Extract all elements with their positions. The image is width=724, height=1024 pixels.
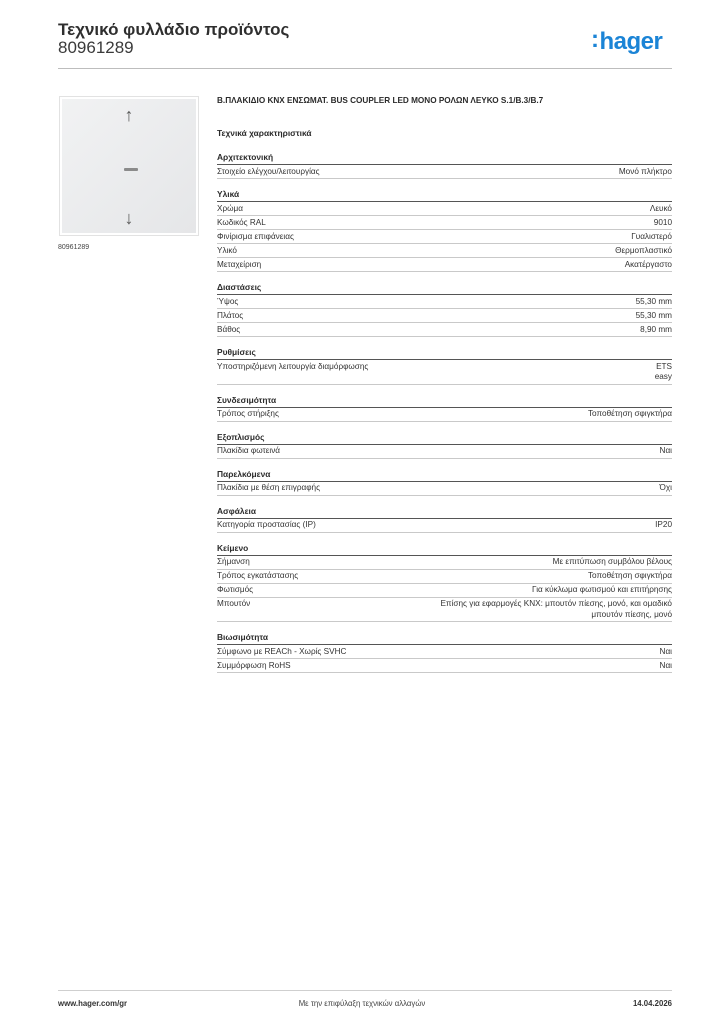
spec-label: Βάθος [217,324,241,334]
spec-label: Μπουτόν [217,599,251,608]
spec-section [217,282,672,337]
spec-value: Θερμοπλαστικό [615,245,672,255]
spec-section [217,395,672,422]
spec-label: Χρώμα [217,203,243,213]
spec-value: ETS easy [654,361,672,381]
spec-section [217,347,672,385]
logo-dots: : [591,26,599,53]
spec-row [217,598,672,623]
spec-row [217,244,672,258]
spec-row [217,165,672,179]
spec-row [217,570,672,584]
spec-section [217,543,672,623]
section-title: Ασφάλεια [217,506,672,519]
spec-row [217,323,672,337]
spec-section [217,189,672,272]
spec-value: IP20 [655,520,672,529]
product-title: Β.ΠΛΑΚΙΔΙΟ KNX ΕΝΣΩΜΑΤ. BUS COUPLER LED ΜΟΝΟ ΡΟΛΩΝ ΛΕΥΚΟ S.1/B.3/B.7 [217,96,544,105]
section-title: Υλικά [217,189,672,202]
spec-label: Τρόπος εγκατάστασης [217,571,299,580]
section-title: Βιωσιμότητα [217,632,672,645]
footer-date: 14.04.2026 [632,999,672,1008]
spec-label: Φινίρισμα επιφάνειας [217,231,294,241]
arrow-down-icon: ↓ [124,208,134,228]
spec-section [217,506,672,533]
spec-value: Γυαλιστερό [631,231,672,241]
spec-row [217,659,672,673]
spec-label: Ύψος [217,296,239,306]
footer-disclaimer: Με την επιφύλαξη τεχνικών αλλαγών [298,999,426,1008]
spec-label: Συμμόρφωση RoHS [217,660,291,670]
spec-label: Υλικό [217,245,237,255]
page-title: Τεχνικό φυλλάδιο προϊόντος [58,20,290,39]
spec-label: Στοιχείο ελέγχου/λειτουργίας [217,166,320,176]
spec-section [217,632,672,673]
document-number: 80961289 [58,38,134,57]
section-title: Αρχιτεκτονική [217,152,672,165]
spec-label: Πλακίδια με θέση επιγραφής [217,483,321,492]
logo-text: hager [599,28,663,55]
push-button-plate [62,99,196,233]
footer-divider [58,990,672,991]
spec-value: Ακατέργαστο [624,259,672,269]
spec-label: Κωδικός RAL [217,217,266,227]
spec-row [217,408,672,422]
spec-label: Κατηγορία προστασίας (IP) [217,520,316,529]
spec-section [217,469,672,496]
image-caption: 80961289 [58,244,90,251]
section-title: Ρυθμίσεις [217,347,672,360]
spec-label: Πλάτος [217,310,244,320]
spec-row [217,645,672,659]
spec-row [217,309,672,323]
spec-value: Όχι [659,483,672,492]
spec-row [217,360,672,385]
spec-row [217,482,672,496]
spec-value: Επίσης για εφαρμογές KNX: μπουτόν πίεσης, μονό, και ομαδικό μπουτόν πίεσης, μονό [440,599,672,619]
spec-row [217,445,672,459]
spec-row [217,584,672,598]
spec-label: Τρόπος στήριξης [217,409,279,418]
led-indicator [124,168,138,171]
arrow-up-icon: ↑ [124,105,134,125]
spec-value: Τοποθέτηση σφιγκτήρα [587,571,672,580]
spec-row [217,556,672,570]
spec-value: Με επιτύπωση συμβόλου βέλους [552,557,672,566]
spec-value: 55,30 mm [635,296,672,306]
spec-value: 8,90 mm [640,324,672,334]
spec-value: Για κύκλωμα φωτισμού και επιτήρησης [532,585,672,594]
spec-value: Μονό πλήκτρο [618,166,672,176]
product-image [59,96,199,236]
section-title: Συνδεσιμότητα [217,395,672,408]
spec-section [217,152,672,179]
spec-label: Υποστηριζόμενη λειτουργία διαμόρφωσης [217,361,369,371]
spec-value: 55,30 mm [635,310,672,320]
section-title: Κείμενο [217,543,672,556]
section-title: Παρελκόμενα [217,469,672,482]
header-divider [58,68,672,69]
specs-heading: Τεχνικά χαρακτηριστικά [217,128,312,138]
spec-value: Λευκό [649,203,672,213]
spec-row [217,202,672,216]
spec-label: Σύμφωνο με REACh - Χωρίς SVHC [217,646,347,656]
spec-row [217,216,672,230]
spec-label: Φωτισμός [217,585,254,594]
spec-row [217,230,672,244]
spec-value: Τοποθέτηση σφιγκτήρα [587,409,672,418]
spec-section [217,432,672,459]
spec-sections [217,152,672,673]
spec-row [217,519,672,533]
spec-row [217,295,672,309]
spec-value: Ναι [659,446,672,455]
spec-label: Μεταχείριση [217,259,262,269]
spec-value: 9010 [653,217,672,227]
section-title: Εξοπλισμός [217,432,672,445]
spec-value: Ναι [659,646,672,656]
spec-content [217,96,672,673]
footer-website-link[interactable]: www.hager.com/gr [58,999,128,1008]
hager-logo[interactable] [591,28,662,56]
spec-label: Σήμανση [217,557,250,566]
spec-value: Ναι [659,660,672,670]
section-title: Διαστάσεις [217,282,672,295]
spec-row [217,258,672,272]
spec-label: Πλακίδια φωτεινά [217,446,281,455]
